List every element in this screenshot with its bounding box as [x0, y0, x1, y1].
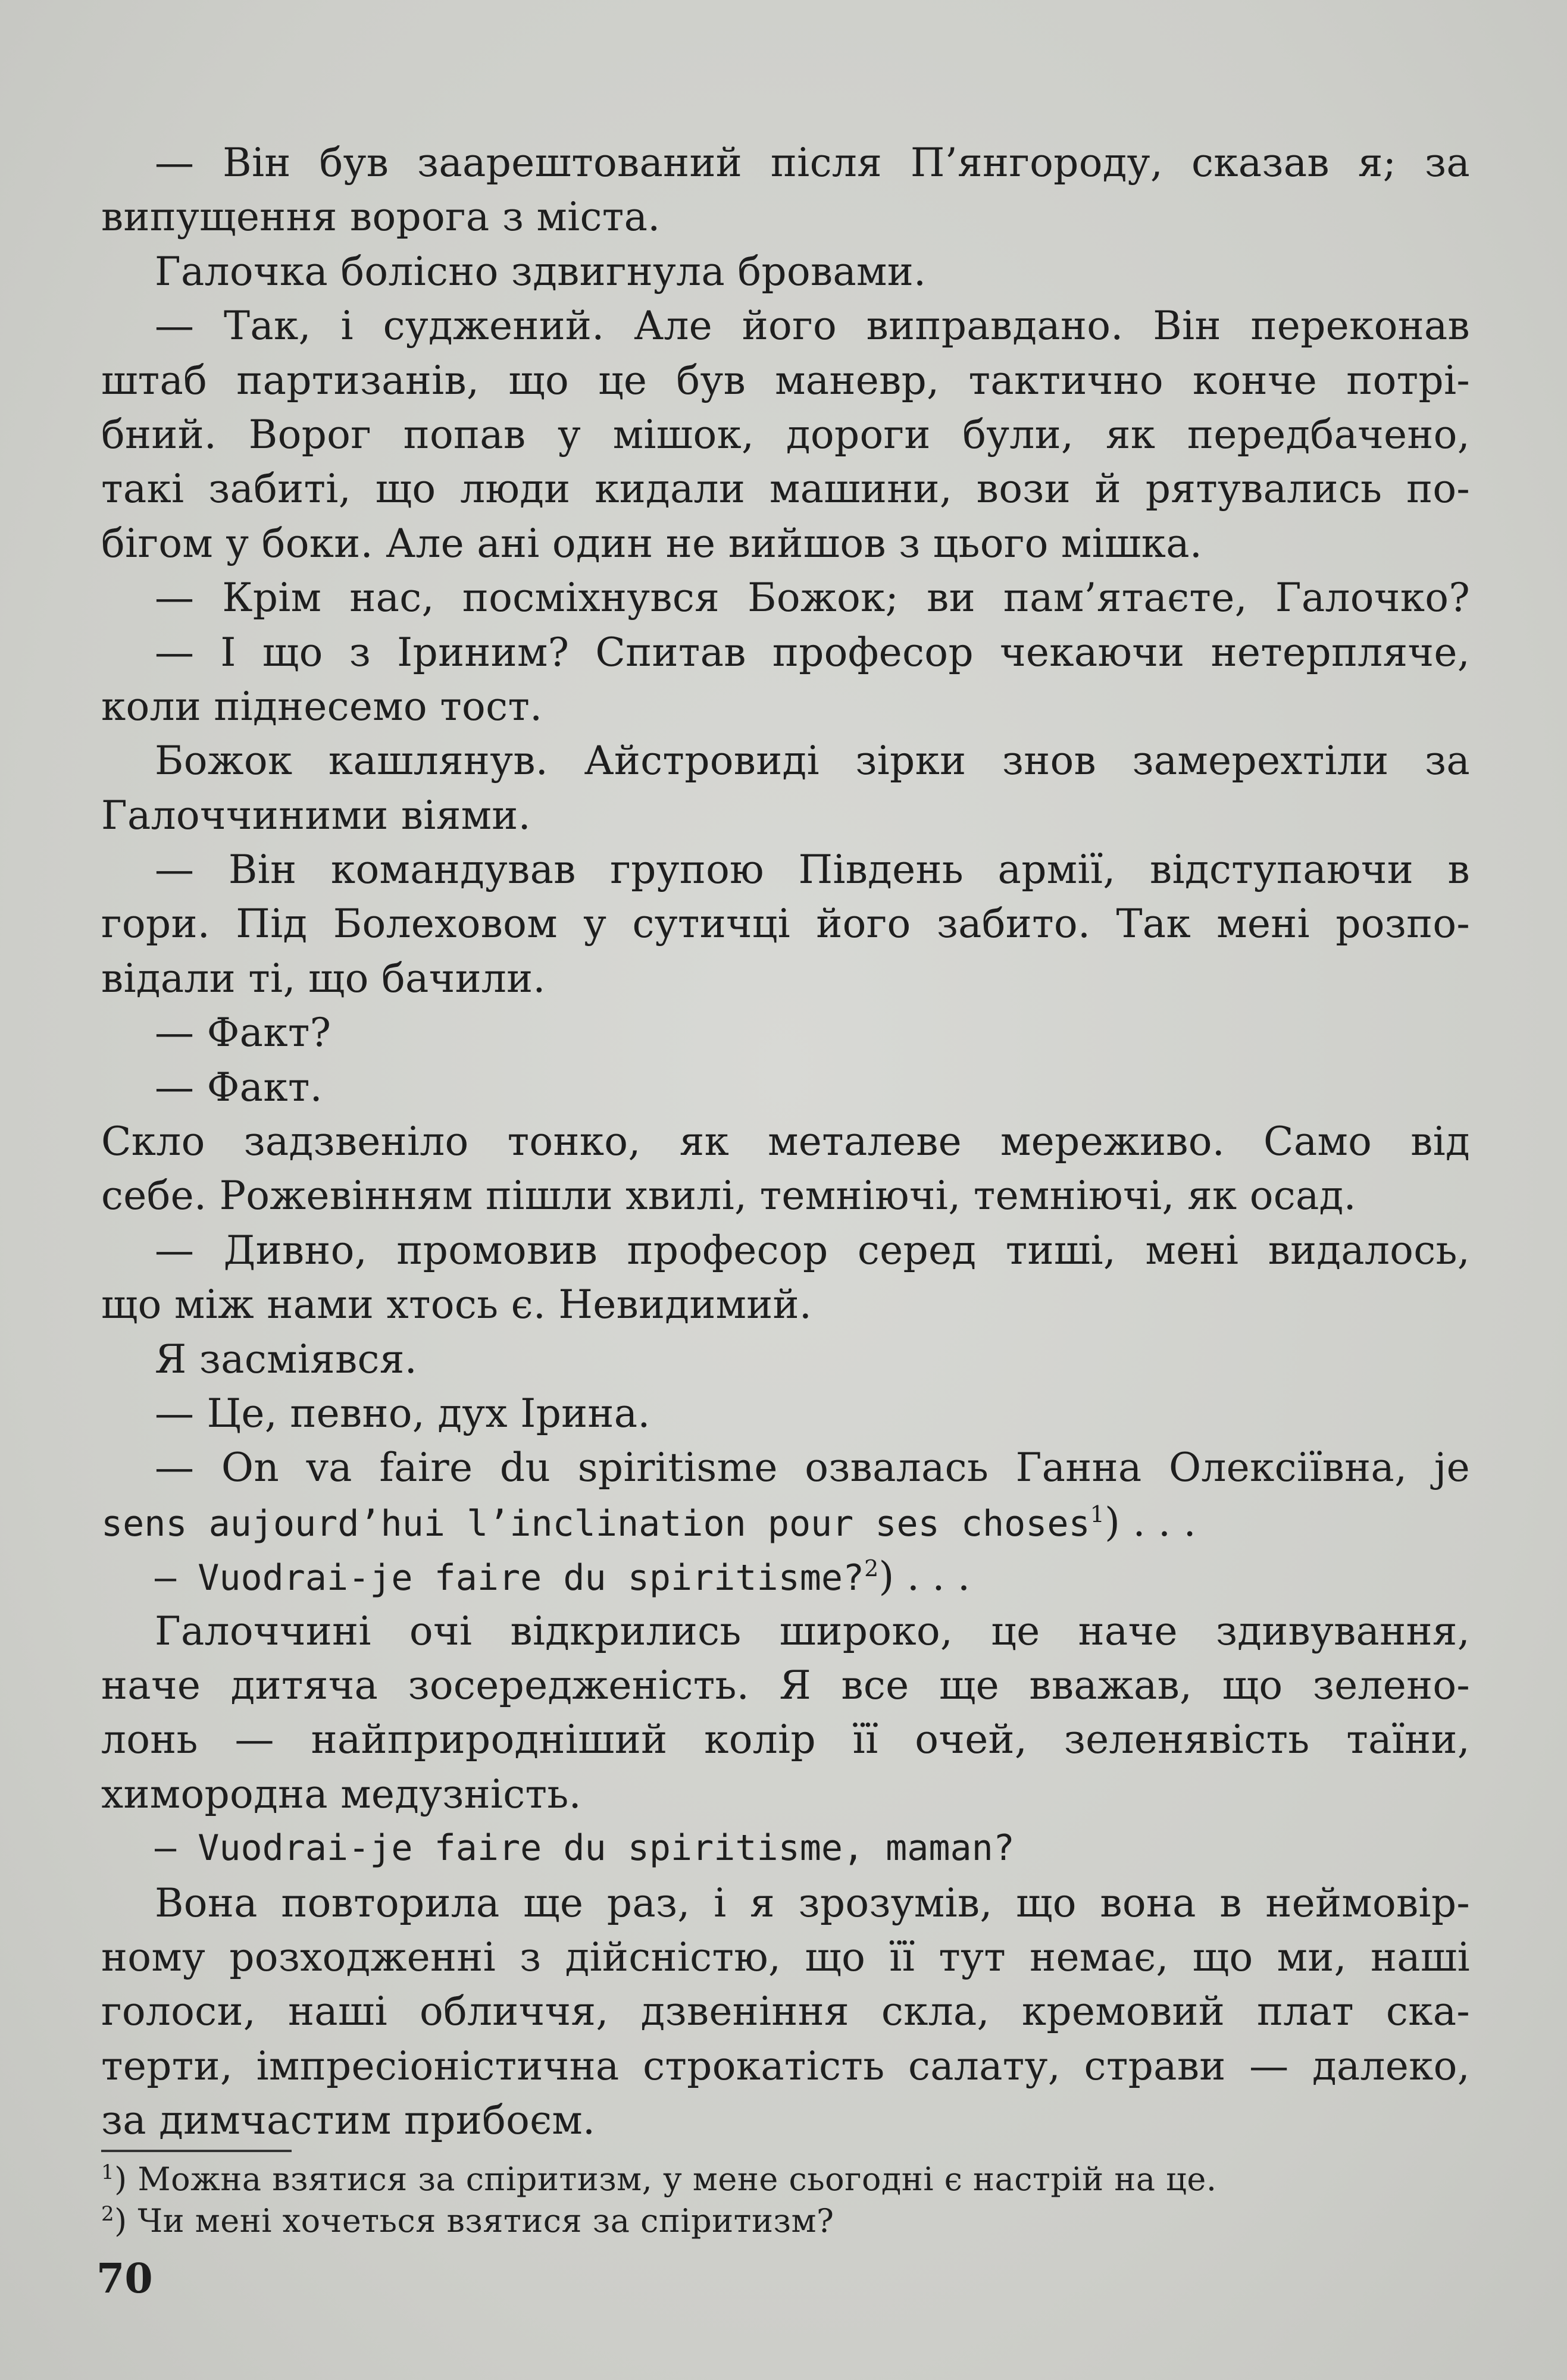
text-line: — Крім нас, посміхнувся Божок; ви пам’ятаєте, Галочко? — [155, 575, 1470, 621]
text-line: — І що з Іриним? Спитав професор чекаючи нетерпляче, — [155, 629, 1470, 675]
footnote-ref-suffix: ) . . . — [1105, 1499, 1196, 1545]
footnote-mark: 1 — [101, 2160, 115, 2184]
footnote-ref: 2 — [864, 1555, 879, 1582]
text-line: ному розходженні з дійсністю, що її тут немає, що ми, наші — [101, 1934, 1470, 1980]
text-line: такі забиті, що люди кидали машини, вози й рятувались по- — [101, 466, 1470, 512]
footnote-mark: 2 — [101, 2202, 115, 2226]
text-line: — Факт. — [155, 1064, 323, 1110]
page-number: 70 — [96, 2255, 153, 2303]
text-line: Я засміявся. — [155, 1336, 418, 1382]
footnote — [101, 2159, 1470, 2200]
footnote — [101, 2200, 1470, 2242]
text-line: — Так, і суджений. Але його виправдано. Він переконав — [155, 303, 1470, 349]
footnote-divider — [101, 2150, 292, 2152]
text-line: штаб партизанів, що це був маневр, тактично конче потрі- — [101, 357, 1470, 403]
footnote-ref-suffix: ) . . . — [878, 1554, 971, 1600]
text-line: бний. Ворог попав у мішок, дороги були, як передбачено, — [101, 411, 1470, 458]
text-line: — On va faire du spiritisme озвалась Ганна Олексіївна, je — [155, 1445, 1470, 1491]
text-line: терти, імпресіоністична строкатість салату, страви — далеко, — [101, 2043, 1470, 2089]
text-line: — Це, певно, дух Ірина. — [155, 1390, 650, 1436]
text-line: бігом у боки. Але ані один не вийшов з цього мішка. — [101, 520, 1203, 566]
text-line: відали ті, що бачили. — [101, 955, 546, 1001]
text-line: лонь — найприродніший колір її очей, зеленявість таїни, — [101, 1717, 1470, 1763]
footnote-text: ) Можна взятися за спіритизм, у мене сьогодні є настрій на це. — [114, 2160, 1217, 2198]
text-line: Божок кашлянув. Айстровиді зірки знов замерехтіли за — [155, 738, 1470, 784]
body-text — [101, 136, 1470, 2147]
text-line-fragment: sens aujourd’hui l’inclination pour ses choses — [101, 1502, 1090, 1545]
text-line: випущення ворога з міста. — [101, 194, 661, 240]
text-line: коли піднесемо тост. — [101, 683, 543, 729]
text-line: — Vuodrai-je faire du spiritisme, maman? — [155, 1827, 1015, 1869]
text-line: химородна медузність. — [101, 1771, 581, 1817]
text-line: Галоччині очі відкрились широко, це наче здивування, — [155, 1608, 1470, 1654]
text-line: що між нами хтось є. Невидимий. — [101, 1282, 812, 1328]
text-line-with-footnote — [101, 1549, 1470, 1604]
text-line: Галоччиними віями. — [101, 792, 531, 838]
text-line: — Він командував групою Південь армії, відступаючи в — [155, 847, 1470, 893]
text-line: — Факт? — [155, 1010, 331, 1056]
text-line: Вона повторила ще раз, і я зрозумів, що вона в неймовір- — [155, 1880, 1470, 1926]
text-line: Галочка болісно здвигнула бровами. — [155, 248, 927, 295]
footnotes — [101, 2159, 1470, 2242]
text-line: себе. Рожевінням пішли хвилі, темніючі, темніючі, як осад. — [101, 1173, 1356, 1219]
text-line: наче дитяча зосередженість. Я все ще вважав, що зелено- — [101, 1662, 1470, 1708]
text-line-fragment: — Vuodrai-je faire du spiritisme? — [155, 1557, 865, 1599]
footnote-ref: 1 — [1090, 1501, 1105, 1527]
footnote-text: ) Чи мені хочеться взятися за спіритизм? — [114, 2202, 834, 2240]
text-line: голоси, наші обличчя, дзвеніння скла, кремовий плат ска- — [101, 1988, 1470, 2035]
text-line-with-footnote — [101, 1495, 1470, 1549]
text-line: — Він був заарештований після П’янгороду, сказав я; за — [155, 140, 1470, 186]
text-line: за димчастим прибоєм. — [101, 2097, 596, 2144]
text-line: гори. Під Болеховом у сутичці його забито. Так мені розпо- — [101, 901, 1470, 947]
text-line: Скло задзвеніло тонко, як металеве мереживо. Само від — [101, 1119, 1470, 1165]
text-line: — Дивно, промовив професор серед тиші, мені видалось, — [155, 1227, 1470, 1273]
